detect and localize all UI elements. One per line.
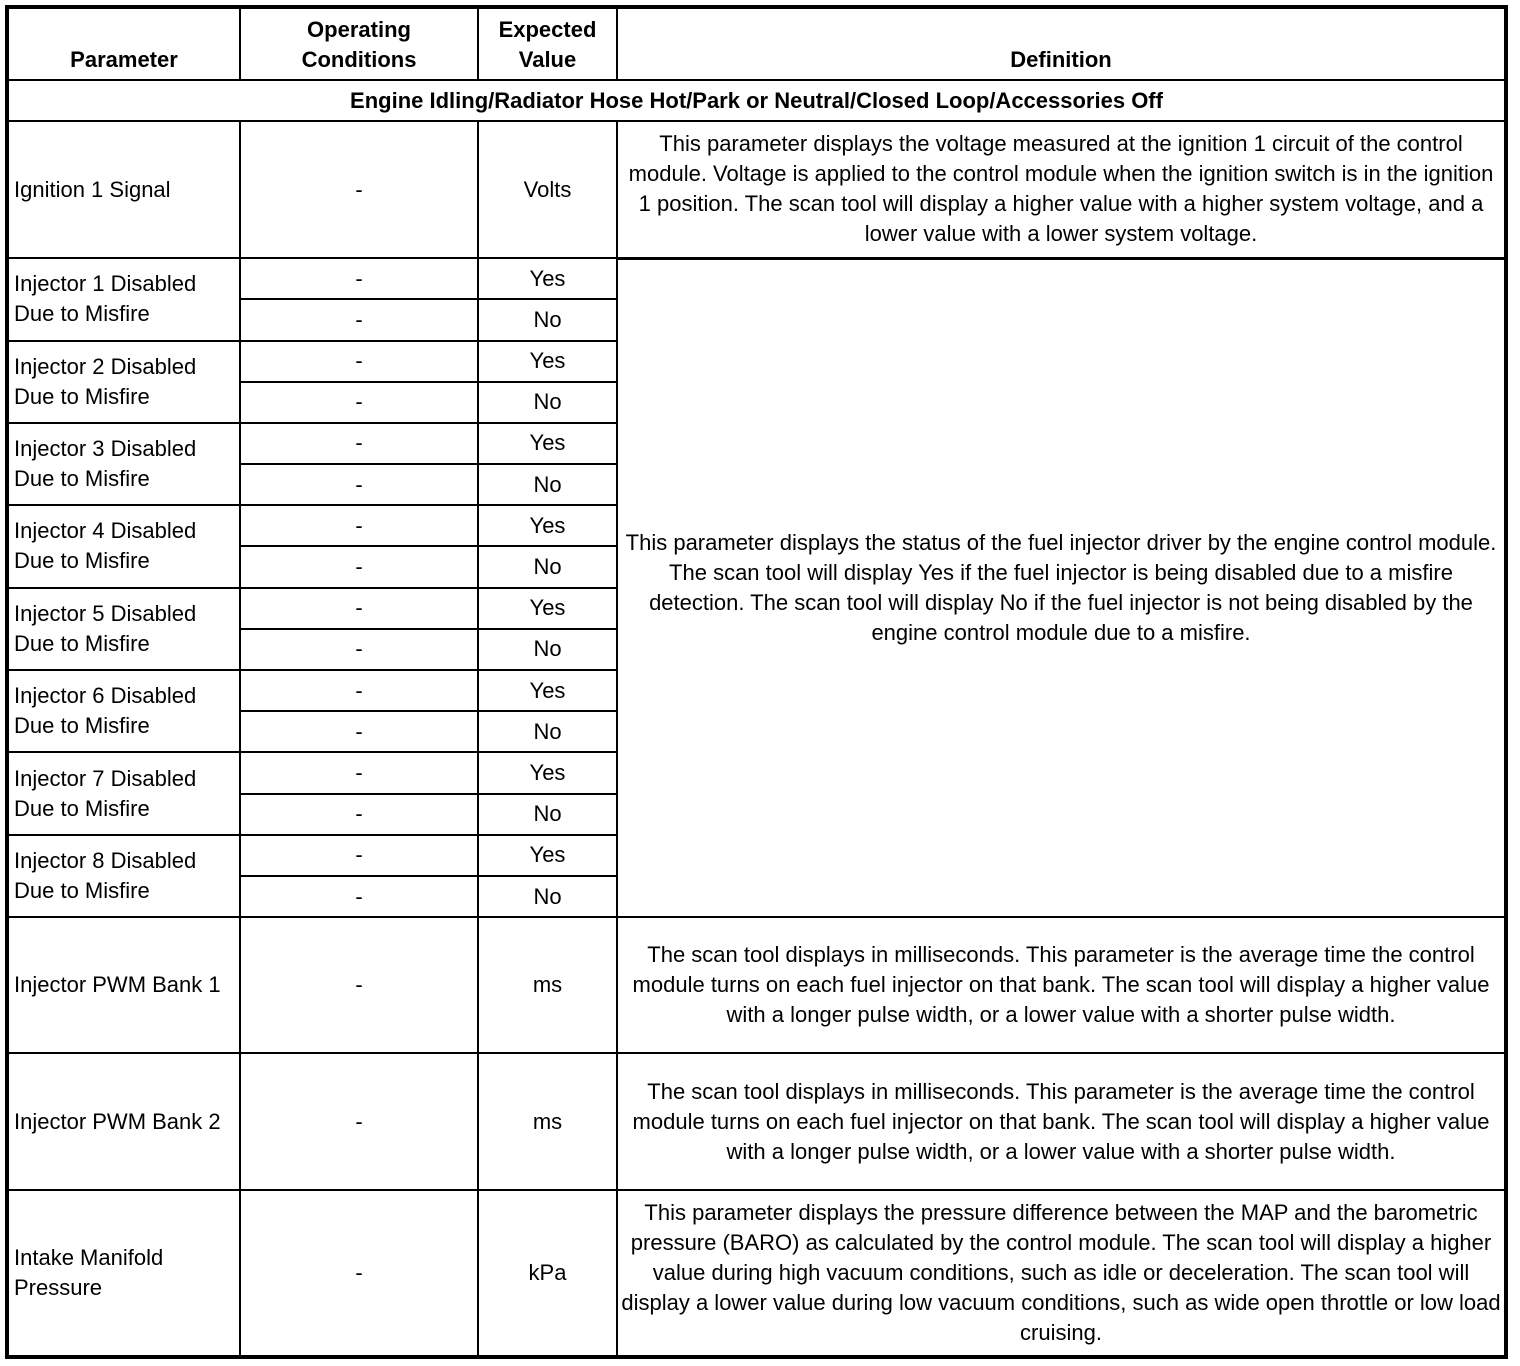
table-row-injector-1-yes [7,258,1506,299]
operating-conditions: - [240,299,478,340]
operating-conditions: - [240,423,478,464]
expected-value: Yes [478,505,617,546]
section-row [7,80,1506,121]
expected-value: No [478,629,617,670]
definition: The scan tool displays in milliseconds. This parameter is the average time the control module turns on each fuel injector on that bank. The scan tool will display a higher value with a longer pulse width, or a lower value with a shorter pulse width. [617,1053,1506,1190]
operating-conditions: - [240,1053,478,1190]
header-row [7,7,1506,80]
expected-value: Yes [478,670,617,711]
definition: This parameter displays the pressure difference between the MAP and the barometric pressure (BARO) as calculated by the control module. The scan tool will display a higher value during high vacuum conditions, such as idle or deceleration. The scan tool will display a lower value during low vacuum conditions, such as wide open throttle or low load cruising. [617,1190,1506,1357]
parameter-name: Injector PWM Bank 1 [7,917,240,1053]
header-definition: Definition [617,7,1506,80]
expected-value: Yes [478,423,617,464]
operating-conditions: - [240,629,478,670]
header-operating-conditions: Operating Conditions [240,7,478,80]
expected-value: ms [478,1053,617,1190]
parameter-name: Injector 7 Disabled Due to Misfire [7,752,240,834]
operating-conditions: - [240,835,478,876]
expected-value: No [478,876,617,917]
table-row-injector-pwm-bank-1 [7,917,1506,1053]
operating-conditions: - [240,464,478,505]
expected-value: Yes [478,341,617,382]
data-parameter-table [5,5,1508,1359]
parameter-name: Injector 1 Disabled Due to Misfire [7,258,240,340]
expected-value: No [478,711,617,752]
parameter-name: Ignition 1 Signal [7,121,240,258]
expected-value: No [478,464,617,505]
operating-conditions: - [240,505,478,546]
parameter-name: Injector PWM Bank 2 [7,1053,240,1190]
expected-value: Volts [478,121,617,258]
expected-value: Yes [478,258,617,299]
expected-value: No [478,546,617,587]
expected-value: kPa [478,1190,617,1357]
operating-conditions: - [240,876,478,917]
section-title: Engine Idling/Radiator Hose Hot/Park or Neutral/Closed Loop/Accessories Off [7,80,1506,121]
definition: The scan tool displays in milliseconds. This parameter is the average time the control module turns on each fuel injector on that bank. The scan tool will display a higher value with a longer pulse width, or a lower value with a shorter pulse width. [617,917,1506,1053]
definition: This parameter displays the voltage measured at the ignition 1 circuit of the control module. Voltage is applied to the control module when the ignition switch is in the ignition 1 position. The scan tool will display a higher value with a higher system voltage, and a lower value with a lower system voltage. [617,121,1506,258]
parameter-name: Injector 2 Disabled Due to Misfire [7,341,240,423]
expected-value: No [478,382,617,423]
expected-value: No [478,794,617,835]
table-row-intake-manifold-pressure [7,1190,1506,1357]
operating-conditions: - [240,341,478,382]
operating-conditions: - [240,917,478,1053]
parameter-name: Intake Manifold Pressure [7,1190,240,1357]
parameter-name: Injector 5 Disabled Due to Misfire [7,588,240,670]
parameter-name: Injector 3 Disabled Due to Misfire [7,423,240,505]
operating-conditions: - [240,258,478,299]
operating-conditions: - [240,1190,478,1357]
operating-conditions: - [240,121,478,258]
operating-conditions: - [240,794,478,835]
expected-value: Yes [478,752,617,793]
expected-value: Yes [478,588,617,629]
parameter-name: Injector 8 Disabled Due to Misfire [7,835,240,917]
expected-value: Yes [478,835,617,876]
expected-value: No [478,299,617,340]
operating-conditions: - [240,382,478,423]
operating-conditions: - [240,588,478,629]
parameter-name: Injector 4 Disabled Due to Misfire [7,505,240,587]
injector-definition: This parameter displays the status of the fuel injector driver by the engine control module. The scan tool will display Yes if the fuel injector is being disabled due to a misfire detection. The scan tool will display No if the fuel injector is not being disabled by the engine control module due to a misfire. [617,258,1506,917]
operating-conditions: - [240,670,478,711]
header-expected-value: Expected Value [478,7,617,80]
expected-value: ms [478,917,617,1053]
header-parameter: Parameter [7,7,240,80]
table-row-injector-pwm-bank-2 [7,1053,1506,1190]
operating-conditions: - [240,752,478,793]
operating-conditions: - [240,711,478,752]
operating-conditions: - [240,546,478,587]
table-row-ignition [7,121,1506,258]
parameter-name: Injector 6 Disabled Due to Misfire [7,670,240,752]
